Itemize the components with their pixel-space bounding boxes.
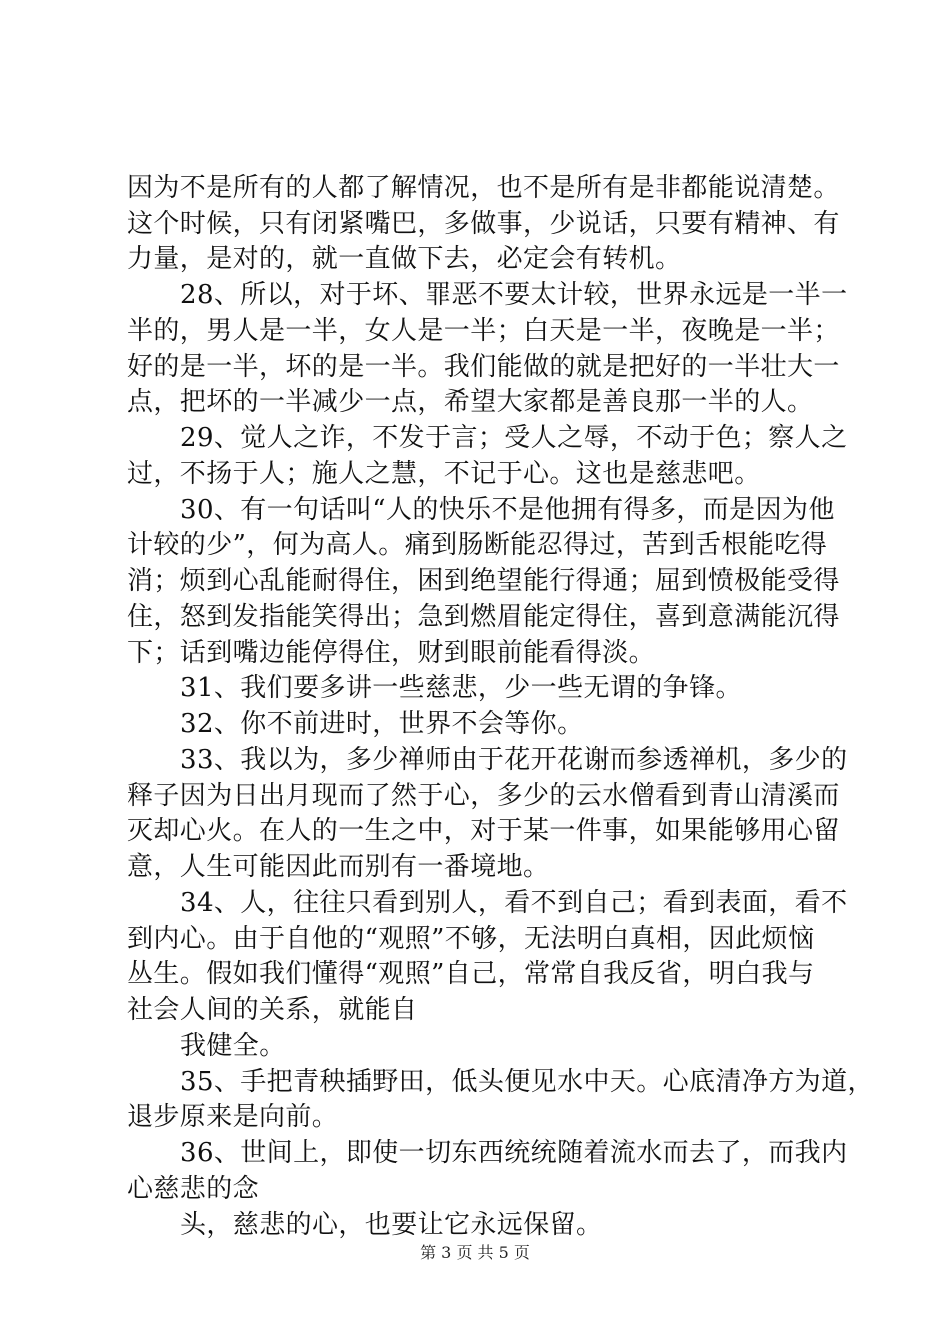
text-line: 36、世间上，即使一切东西统统随着流水而去了，而我内 (180, 1138, 848, 1168)
text-line: 计较的少”，何为高人。痛到肠断能忍得过，苦到舌根能吃得 (127, 530, 828, 560)
text-line: 34、人，往往只看到别人，看不到自己；看到表面，看不 (180, 888, 848, 918)
text-line: 消；烦到心乱能耐得住，困到绝望能行得通；屈到愤极能受得 (127, 566, 840, 596)
text-line: 心慈悲的念 (127, 1174, 260, 1204)
text-line: 32、你不前进时，世界不会等你。 (180, 709, 584, 739)
text-line: 点，把坏的一半减少一点，希望大家都是善良那一半的人。 (127, 387, 814, 417)
page-footer: 第 3 页 共 5 页 (420, 1243, 530, 1262)
text-line: 过，不扬于人；施人之慧，不记于心。这也是慈悲吧。 (127, 459, 761, 489)
text-line: 28、所以，对于坏、罪恶不要太计较，世界永远是一半一 (180, 280, 848, 310)
text-line: 到内心。由于自他的“观照”不够，无法明白真相，因此烦恼 (127, 924, 815, 954)
text-line: 33、我以为，多少禅师由于花开花谢而参透禅机，多少的 (180, 745, 848, 775)
text-line: 住，怒到发指能笑得出；急到燃眉能定得住，喜到意满能沉得 (127, 602, 840, 632)
text-line: 下；话到嘴边能停得住，财到眼前能看得淡。 (127, 638, 656, 668)
text-line: 丛生。假如我们懂得“观照”自己，常常自我反省，明白我与 (127, 959, 815, 989)
text-line: 好的是一半，坏的是一半。我们能做的就是把好的一半壮大一 (127, 352, 840, 382)
text-line: 力量，是对的，就一直做下去，必定会有转机。 (127, 244, 682, 274)
text-line: 我健全。 (180, 1031, 286, 1061)
text-line: 社会人间的关系，就能自 (127, 995, 418, 1025)
text-line: 意，人生可能因此而别有一番境地。 (127, 852, 550, 882)
text-line: 头，慈悲的心，也要让它永远保留。 (180, 1210, 603, 1240)
text-line: 35、手把青秧插野田，低头便见水中天。心底清净方为道， (180, 1067, 874, 1097)
text-line: 灭却心火。在人的一生之中，对于某一件事，如果能够用心留 (127, 816, 840, 846)
text-line: 因为不是所有的人都了解情况，也不是所有是非都能说清楚。 (127, 173, 840, 203)
text-line: 这个时候，只有闭紧嘴巴，多做事，少说话，只要有精神、有 (127, 209, 840, 239)
text-line: 退步原来是向前。 (127, 1102, 339, 1132)
text-line: 29、觉人之诈，不发于言；受人之辱，不动于色；察人之 (180, 423, 848, 453)
text-line: 半的，男人是一半，女人是一半；白天是一半，夜晚是一半； (127, 316, 840, 346)
text-line: 释子因为日出月现而了然于心，多少的云水僧看到青山清溪而 (127, 781, 840, 811)
text-line: 30、有一句话叫“人的快乐不是他拥有得多，而是因为他 (180, 495, 835, 525)
text-line: 31、我们要多讲一些慈悲，少一些无谓的争锋。 (180, 673, 742, 703)
